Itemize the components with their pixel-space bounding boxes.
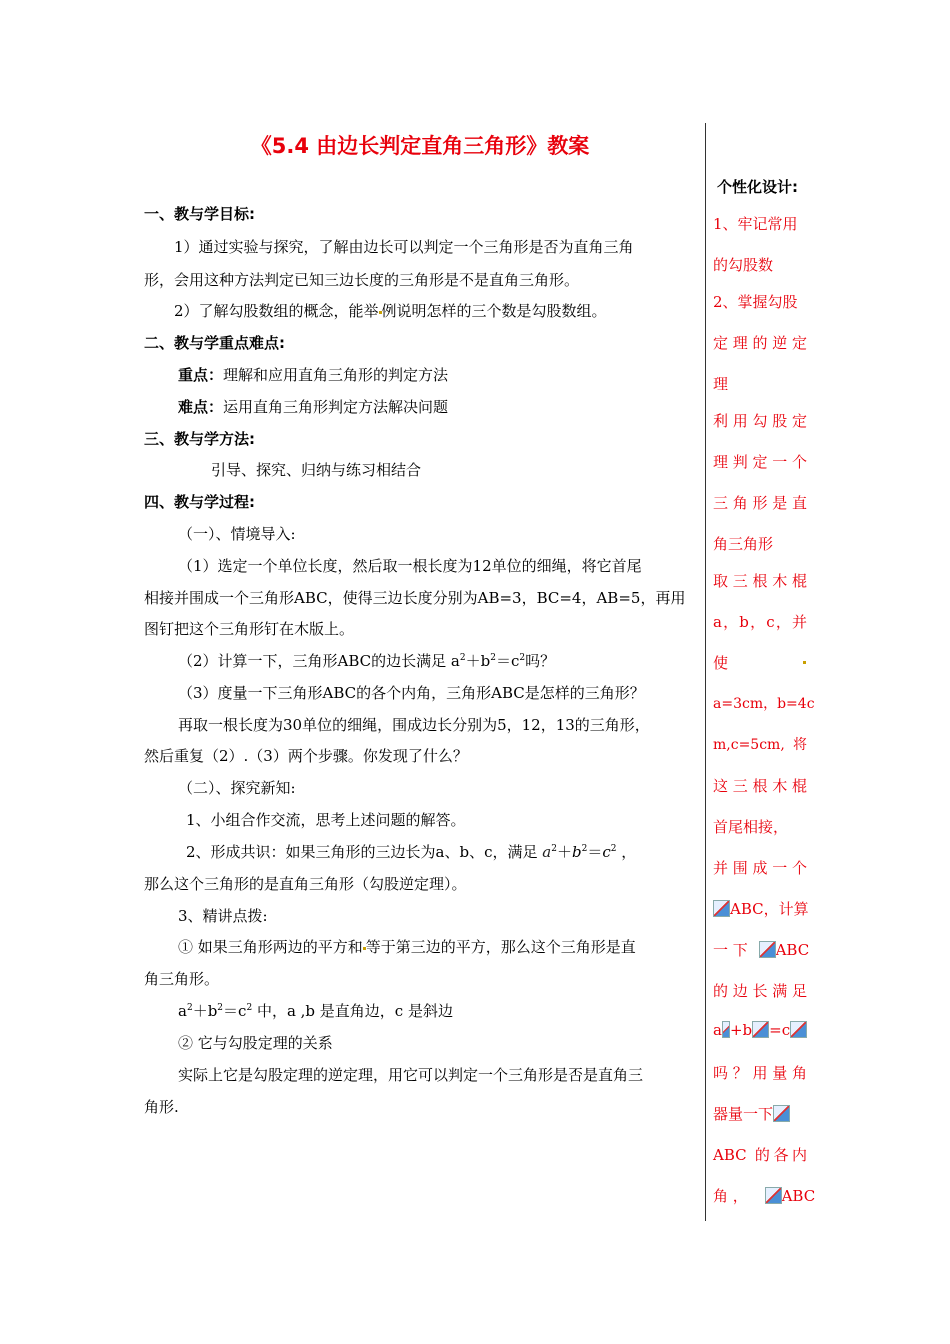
point-1-line-1 xyxy=(178,936,636,957)
step-2-part-d: 吗？ xyxy=(525,652,556,670)
step-4-line-1: 再取一根长度为30单位的细绳，围成边长分别为5，12，13的三角形， xyxy=(178,716,650,734)
point-1-line-2: 角三角形。 xyxy=(144,970,220,988)
sidebar-line: 角三角形 xyxy=(713,535,774,553)
sidebar-text: 一 下 xyxy=(713,941,748,959)
key-label: 重点： xyxy=(178,366,224,384)
explore-1: 1、小组合作交流，思考上述问题的解答。 xyxy=(186,811,466,829)
ink-dot xyxy=(803,661,806,664)
goal-2 xyxy=(174,300,607,321)
sidebar-line: 的勾股数 xyxy=(713,256,774,274)
explore-2-text: 2、形成共识：如果三角形的三边长为a、b、c，满足 xyxy=(186,843,538,861)
sidebar-line: 定理的逆定 xyxy=(713,334,807,352)
explore-2-line-2: 那么这个三角形的是直角三角形（勾股逆定理）。 xyxy=(144,875,467,893)
sidebar-text: ABC xyxy=(781,1187,816,1205)
broken-image-icon xyxy=(713,900,730,917)
sidebar-line: 吗？用量角 xyxy=(713,1064,807,1082)
sidebar-line: 这三根木棍 xyxy=(713,777,807,795)
sidebar-line: 理判定一个 xyxy=(713,453,807,471)
difficult-label: 难点： xyxy=(178,398,224,416)
sidebar-line: ABC 的各内 xyxy=(713,1146,807,1164)
step-1-line-3: 图钉把这个三角形钉在木版上。 xyxy=(144,620,355,638)
sidebar-text: 角 ， xyxy=(713,1187,748,1205)
sidebar-title: 个性化设计: xyxy=(717,178,798,196)
conclusion-line-2: 角形. xyxy=(144,1098,179,1116)
sidebar-line xyxy=(713,1021,807,1039)
conclusion-line-1: 实际上它是勾股定理的逆定理，用它可以判定一个三角形是否是直角三 xyxy=(178,1066,644,1084)
formula-c: ＝c xyxy=(223,1002,247,1020)
goal-2-part-2: 例说明怎样的三个数是勾股数组。 xyxy=(381,302,607,320)
sidebar-line: 1、牢记常用 xyxy=(713,215,798,233)
document-title: 《5.4 由边长判定直角三角形》教案 xyxy=(250,134,590,158)
sidebar-line: 的边长满足 xyxy=(713,982,807,1000)
sidebar-text: ABC xyxy=(775,941,810,959)
formula-b: ＋b xyxy=(192,1002,218,1020)
sidebar-line xyxy=(713,652,807,673)
broken-image-icon xyxy=(759,941,776,958)
section-2-heading: 二、教与学重点难点: xyxy=(144,334,285,352)
step-4-line-2: 然后重复（2）.（3）两个步骤。你发现了什么？ xyxy=(144,747,468,765)
step-2-part-b: ＋b xyxy=(465,652,491,670)
sidebar-line: 2、掌握勾股 xyxy=(713,293,798,311)
sidebar-text: a xyxy=(713,1021,722,1039)
goal-2-part-1: 2）了解勾股数组的概念，能举 xyxy=(174,302,379,320)
sidebar-text: 使 xyxy=(713,654,729,672)
sidebar-text: +b xyxy=(729,1021,753,1039)
sidebar-text: 器量一下 xyxy=(713,1105,774,1123)
difficult-point xyxy=(178,396,448,417)
part-1-heading: （一）、情境导入: xyxy=(178,525,296,543)
broken-image-icon xyxy=(765,1187,782,1204)
method-text: 引导、探究、归纳与练习相结合 xyxy=(211,461,422,479)
step-3: （3）度量一下三角形ABC的各个内角，三角形ABC是怎样的三角形？ xyxy=(178,684,645,702)
step-2-part-a: （2）计算一下，三角形ABC的边长满足 a xyxy=(178,652,460,670)
sidebar-line: 并围成一个 xyxy=(713,859,807,877)
step-1-line-2: 相接并围成一个三角形ABC，使得三边长度分别为AB=3，BC=4，AB=5，再用 xyxy=(144,589,686,607)
section-3-heading: 三、教与学方法: xyxy=(144,430,255,448)
section-1-heading: 一、教与学目标: xyxy=(144,205,255,223)
broken-image-icon xyxy=(722,1021,730,1038)
goal-1-line-2: 形，会用这种方法判定已知三边长度的三角形是不是直角三角形。 xyxy=(144,271,580,289)
broken-image-icon xyxy=(773,1105,790,1122)
explore-3: 3、精讲点拨: xyxy=(178,907,268,925)
point-1-part-b: 等于第三边的平方，那么这个三角形是直 xyxy=(365,938,636,956)
sidebar-line: 取三根木棍 xyxy=(713,572,807,590)
sidebar-line xyxy=(713,898,807,919)
difficult-text: 运用直角三角形判定方法解决问题 xyxy=(223,398,449,416)
sidebar-line: 利用勾股定 xyxy=(713,412,807,430)
sidebar-text: ABC，计算 xyxy=(730,900,809,918)
sidebar-line xyxy=(713,1103,807,1124)
formula-desc: 中，a ,b 是直角边，c 是斜边 xyxy=(252,1002,453,1020)
explore-2-line-1: 2、形成共识：如果三角形的三边长为a、b、c，满足 $a^2+b^2=c^2$ ， xyxy=(186,843,637,861)
sidebar-text: =c xyxy=(769,1021,791,1039)
goal-1-line-1: 1）通过实验与探究，了解由边长可以判定一个三角形是否为直角三角 xyxy=(174,238,634,256)
step-2: （2）计算一下，三角形ABC的边长满足 $a^2+b^2=c^2$吗？ xyxy=(178,652,556,670)
part-2-heading: （二）、探究新知: xyxy=(178,779,296,797)
step-1-line-1: （1）选定一个单位长度，然后取一根长度为12单位的细绳，将它首尾 xyxy=(178,557,642,575)
section-4-heading: 四、教与学过程: xyxy=(144,493,255,511)
point-2: ② 它与勾股定理的关系 xyxy=(178,1034,333,1052)
column-divider xyxy=(705,123,706,1221)
key-text: 理解和应用直角三角形的判定方法 xyxy=(223,366,449,384)
sidebar-line: m,c=5cm, 将 xyxy=(713,737,807,753)
sidebar-line: 理 xyxy=(713,375,729,393)
formula-a: a xyxy=(178,1002,187,1020)
sidebar-line xyxy=(713,939,810,960)
key-point xyxy=(178,364,448,385)
sidebar-line: 三角形是直 xyxy=(713,494,807,512)
broken-image-icon xyxy=(790,1021,807,1038)
sidebar-line: 首尾相接， xyxy=(713,818,789,836)
sidebar-line: a，b，c，并 xyxy=(713,613,807,631)
sidebar-line xyxy=(713,1185,816,1206)
sidebar-line: a=3cm，b=4c xyxy=(713,696,815,712)
broken-image-icon xyxy=(752,1021,769,1038)
point-formula: $a^2+b^2=c^2$ 中，a ,b 是直角边，c 是斜边 xyxy=(178,1002,453,1020)
point-1-part-a: ① 如果三角形两边的平方和 xyxy=(178,938,363,956)
step-2-part-c: ＝c xyxy=(495,652,520,670)
